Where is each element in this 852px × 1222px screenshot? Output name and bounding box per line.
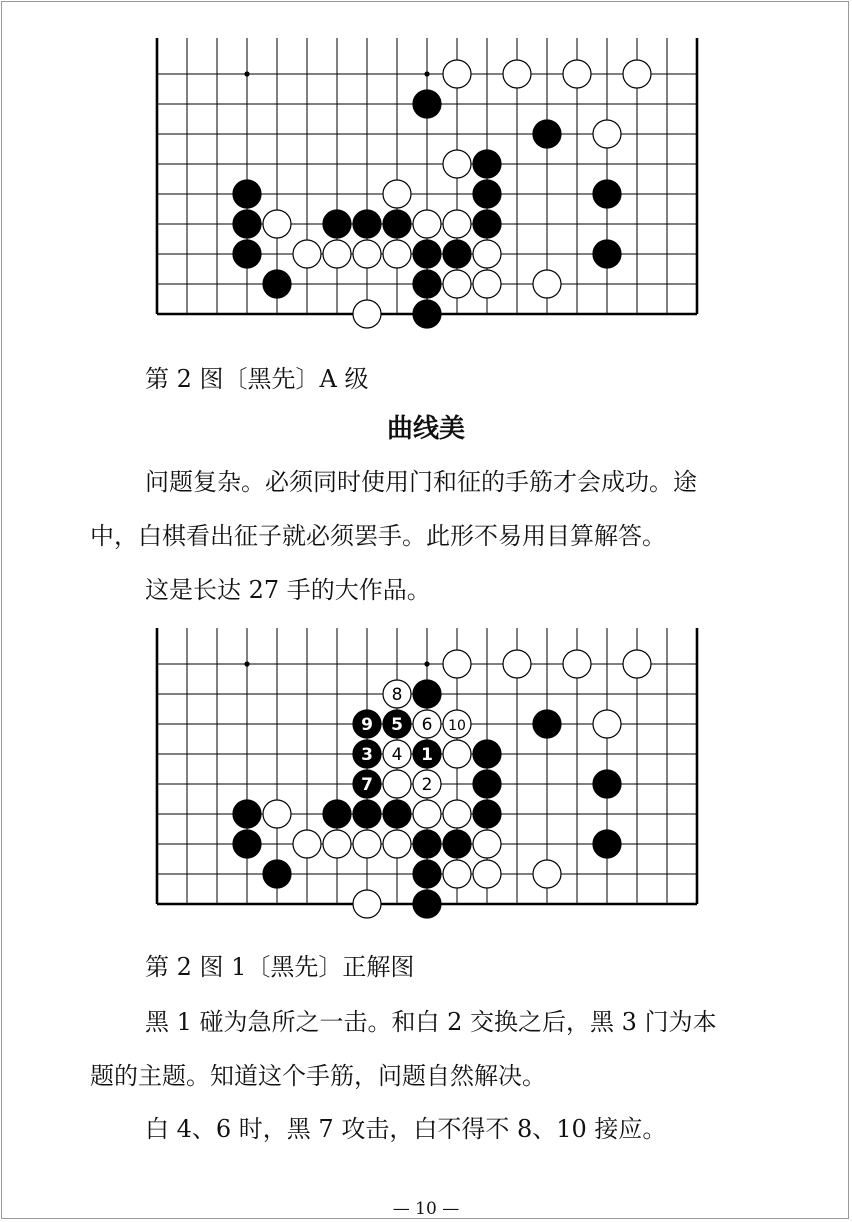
black-stone [533,710,561,738]
white-stone [353,890,381,918]
star-point [424,661,429,666]
black-stone [473,770,501,798]
star-point [424,71,429,76]
black-stone [233,240,261,268]
paragraph-2: 这是长达 27 手的大作品。 [145,576,431,604]
black-stone [473,800,501,828]
black-stone [353,740,381,768]
star-point [244,71,249,76]
white-stone [503,60,531,88]
paragraph-3-line-1: 黑 1 碰为急所之一击。和白 2 交换之后，黑 3 门为本 [145,1008,717,1036]
white-stone [623,650,651,678]
black-stone [233,800,261,828]
white-stone [473,830,501,858]
white-stone [383,680,411,708]
black-stone [473,210,501,238]
white-stone [353,240,381,268]
white-stone [563,650,591,678]
white-stone [533,860,561,888]
paragraph-1-line-2: 中，白棋看出征子就必须罢手。此形不易用目算解答。 [90,522,666,550]
white-stone [383,240,411,268]
black-stone [593,180,621,208]
white-stone [443,60,471,88]
go-diagram-problem [150,30,702,330]
black-stone [533,120,561,148]
white-stone [443,650,471,678]
move-number-label: 3 [361,745,373,765]
black-stone [233,830,261,858]
white-stone [503,650,531,678]
black-stone [353,710,381,738]
black-stone [443,240,471,268]
black-stone [473,180,501,208]
black-stone [353,800,381,828]
black-stone [473,740,501,768]
black-stone [413,270,441,298]
black-stone [323,210,351,238]
move-number-label: 10 [448,718,466,734]
white-stone [443,150,471,178]
black-stone [593,770,621,798]
black-stone [353,770,381,798]
paragraph-4: 白 4、6 时，黑 7 攻击，白不得不 8、10 接应。 [145,1115,667,1143]
move-number-label: 5 [391,715,403,735]
black-stone [413,680,441,708]
white-stone [473,240,501,268]
black-stone [443,830,471,858]
white-stone [473,270,501,298]
white-stone [293,830,321,858]
white-stone [443,270,471,298]
white-stone [533,270,561,298]
white-stone [323,240,351,268]
white-stone [473,860,501,888]
move-number-label: 9 [361,715,373,735]
diagram1-caption: 第 2 图〔黑先〕A 级 [145,365,369,393]
section-title: 曲线美 [386,414,465,444]
white-stone [323,830,351,858]
black-stone [413,890,441,918]
black-stone [413,240,441,268]
move-number-label: 4 [391,745,403,765]
black-stone [413,860,441,888]
diagram2-caption: 第 2 图 1〔黑先〕正解图 [145,953,415,981]
white-stone [443,740,471,768]
black-stone [263,860,291,888]
white-stone [293,240,321,268]
white-stone [443,710,471,738]
black-stone [473,150,501,178]
white-stone [413,800,441,828]
black-stone [593,240,621,268]
white-stone [383,180,411,208]
white-stone [593,710,621,738]
star-point [244,661,249,666]
black-stone [413,300,441,328]
move-number-label: 1 [421,745,433,765]
white-stone [593,120,621,148]
white-stone [443,210,471,238]
white-stone [353,830,381,858]
white-stone [263,800,291,828]
black-stone [413,740,441,768]
white-stone [263,210,291,238]
white-stone [383,770,411,798]
black-stone [413,830,441,858]
black-stone [383,800,411,828]
black-stone [263,270,291,298]
move-number-label: 7 [361,775,373,795]
white-stone [563,60,591,88]
white-stone [623,60,651,88]
white-stone [413,710,441,738]
white-stone [443,800,471,828]
page-number: — 10 — [392,1199,460,1219]
black-stone [383,710,411,738]
black-stone [233,180,261,208]
white-stone [443,860,471,888]
paragraph-1-line-1: 问题复杂。必须同时使用门和征的手筋才会成功。途 [145,468,697,496]
white-stone [413,210,441,238]
white-stone [353,300,381,328]
black-stone [383,210,411,238]
move-number-label: 8 [391,685,403,705]
go-diagram-solution [150,620,702,920]
move-number-label: 6 [421,715,433,735]
black-stone [323,800,351,828]
move-number-label: 2 [421,775,433,795]
white-stone [383,740,411,768]
black-stone [353,210,381,238]
white-stone [383,830,411,858]
paragraph-3-line-2: 题的主题。知道这个手筋，问题自然解决。 [90,1062,546,1090]
black-stone [413,90,441,118]
black-stone [593,830,621,858]
black-stone [233,210,261,238]
white-stone [413,770,441,798]
